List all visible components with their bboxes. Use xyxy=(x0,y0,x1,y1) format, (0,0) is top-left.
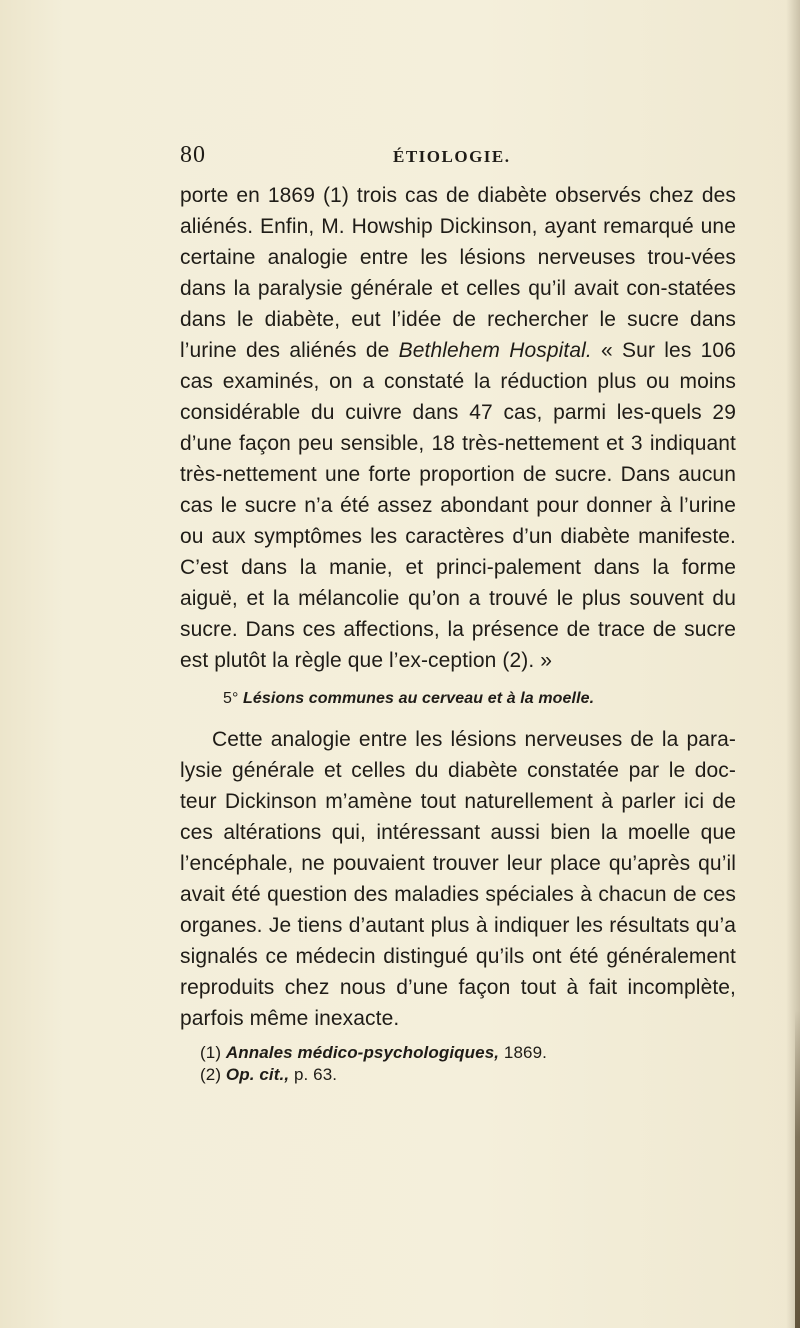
paragraph-1-italic-hospital: Bethlehem Hospital. xyxy=(398,339,592,362)
footnote-2-marker: (2) xyxy=(200,1065,222,1084)
page-header xyxy=(180,142,700,170)
footnotes xyxy=(180,1042,736,1086)
page-number: 80 xyxy=(180,142,206,168)
footnote-2 xyxy=(200,1064,736,1086)
footnote-2-rest: p. 63. xyxy=(289,1065,338,1084)
section-number: 5° xyxy=(223,690,239,707)
page-edge-binding xyxy=(795,1010,800,1328)
paragraph-1 xyxy=(180,180,736,676)
footnote-2-title: Op. cit., xyxy=(225,1065,290,1084)
footnote-1-title: Annales médico-psychologiques, xyxy=(225,1043,500,1062)
footnote-1-marker: (1) xyxy=(200,1043,222,1062)
page-body xyxy=(180,180,736,1086)
running-head: ÉTIOLOGIE. xyxy=(393,147,511,166)
section-heading xyxy=(180,688,736,710)
footnote-1 xyxy=(200,1042,736,1064)
footnote-1-rest: 1869. xyxy=(499,1043,547,1062)
paragraph-2: Cette analogie entre les lésions nerveuses de la para-lysie générale et celles du diabète constatée par le doc-teur Dickinson m’amène tout naturellement à parler ici de ces altérations qui, intéressant aussi bien la moelle que l’encéphale, ne pouvaient trouver leur place qu’après qu’il avait été question des maladies spéciales à chacun de ces organes. Je tiens d’autant plus à indiquer les résultats qu’a signalés ce médecin distingué qu’ils ont été généralement reproduits chez nous d’une façon tout à fait incomplète, parfois même inexacte. xyxy=(180,728,736,1030)
paragraph-1-text-start: porte en 1869 (1) trois cas de diabète observés chez des aliénés. Enfin, M. Howship Dickinson, ayant remarqué une certaine analogie entre les lésions nerveuses trou-vées dans la paralysie générale et celles qu’il avait con-statées dans le diabète, eut l’idée de rechercher le sucre dans l’urine des aliénés de xyxy=(180,184,736,362)
section-title: Lésions communes au cerveau et à la moelle. xyxy=(243,690,595,707)
paragraph-1-text-end: « Sur les 106 cas examinés, on a constaté la réduction plus ou moins considérable du cuivre dans 47 cas, parmi les-quels 29 d’une façon peu sensible, 18 très-nettement et 3 indiquant très-nettement une forte proportion de sucre. Dans aucun cas le sucre n’a été assez abondant pour donner à l’urine ou aux symptômes les caractères d’un diabète manifeste. C’est dans la manie, et princi-palement dans la forme aiguë, et la mélancolie qu’on a trouvé le plus souvent du sucre. Dans ces affections, la présence de trace de sucre est plutôt la règle que l’ex-ception (2). » xyxy=(180,339,736,672)
